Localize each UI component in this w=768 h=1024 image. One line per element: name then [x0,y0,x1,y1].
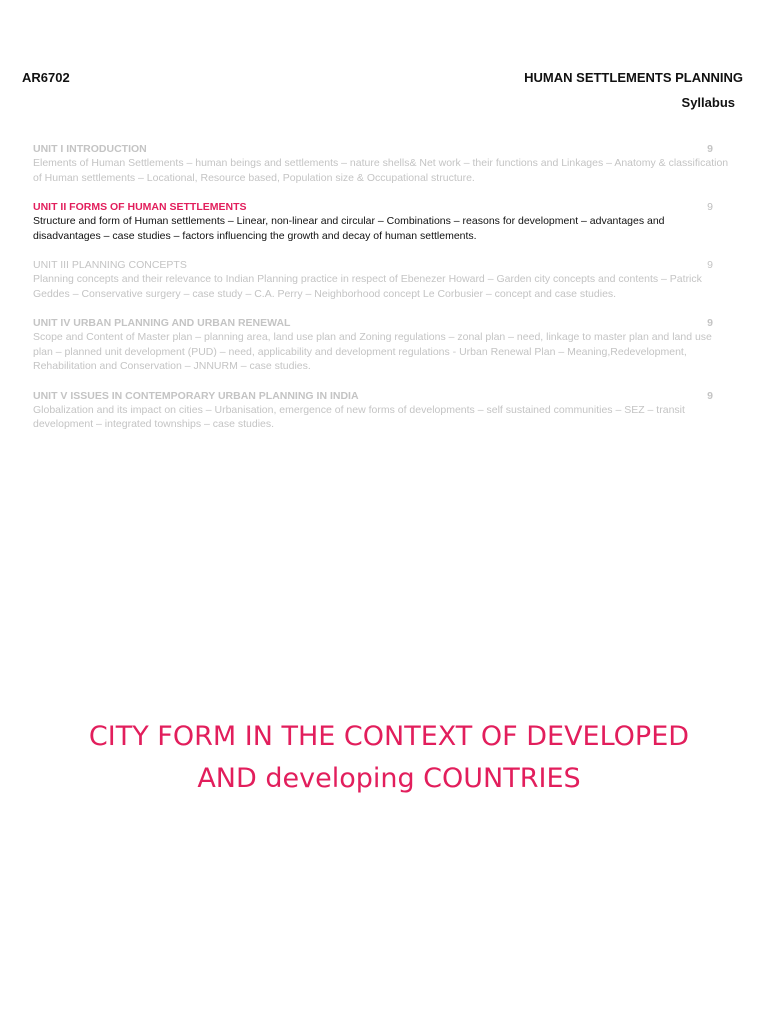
unit-5-hours: 9 [707,389,713,402]
slide-title-line-2: AND developing COUNTRIES [197,763,581,794]
unit-2-hours: 9 [707,201,713,213]
unit-2 [33,200,729,243]
unit-1 [33,142,729,185]
course-title: HUMAN SETTLEMENTS PLANNING [524,70,743,85]
slide-title-line-1: CITY FORM IN THE CONTEXT OF DEVELOPED [88,721,690,752]
syllabus-units [33,142,729,447]
unit-2-title: UNIT II FORMS OF HUMAN SETTLEMENTS [33,201,247,213]
slide-title [0,716,768,800]
unit-4-title: UNIT IV URBAN PLANNING AND URBAN RENEWAL [33,317,291,329]
unit-1-title: UNIT I INTRODUCTION [33,143,147,155]
unit-1-header [33,142,729,156]
unit-3-header [33,258,729,272]
unit-5-title: UNIT V ISSUES IN CONTEMPORARY URBAN PLANNING IN INDIA [33,389,359,402]
unit-4-header [33,316,729,330]
syllabus-label: Syllabus [681,95,735,110]
course-code: AR6702 [22,70,70,85]
unit-5 [33,389,729,432]
unit-5-header [33,389,729,403]
unit-4 [33,316,729,374]
unit-5-body: Globalization and its impact on cities – Urbanisation, emergence of new forms of developments – self sustained communities – SEZ – transit development – integrated townships – case studies. [33,403,685,430]
unit-3-body: Planning concepts and their relevance to Indian Planning practice in respect of Ebenezer Howard – Garden city concepts and contents – Patrick Geddes – Conservative surgery – case study – C.A. Perry – Neighborhood concept Le Corbusier – concept and case studies. [33,273,702,300]
unit-2-header [33,200,729,214]
unit-4-body: Scope and Content of Master plan – planning area, land use plan and Zoning regulations – zonal plan – need, linkage to master plan and land use plan – planned unit development (PUD) – need, applicability and development regulations - Urban Renewal Plan – Meaning,Redevelopment, Rehabilitation and Conservation – JNNURM – case studies. [33,331,712,372]
unit-1-hours: 9 [707,143,713,155]
unit-2-body: Structure and form of Human settlements – Linear, non-linear and circular – Combinations – reasons for development – advantages and disadvantages – case studies – factors influencing the growth and decay of human settlements. [33,215,665,242]
unit-3 [33,258,729,301]
unit-1-body: Elements of Human Settlements – human beings and settlements – nature shells& Net work – their functions and Linkages – Anatomy & classification of Human settlements – Locational, Resource based, Population size & Occupational structure. [33,157,729,184]
unit-4-hours: 9 [707,317,713,329]
unit-3-hours: 9 [707,259,713,271]
unit-3-title: UNIT III PLANNING CONCEPTS [33,259,187,271]
